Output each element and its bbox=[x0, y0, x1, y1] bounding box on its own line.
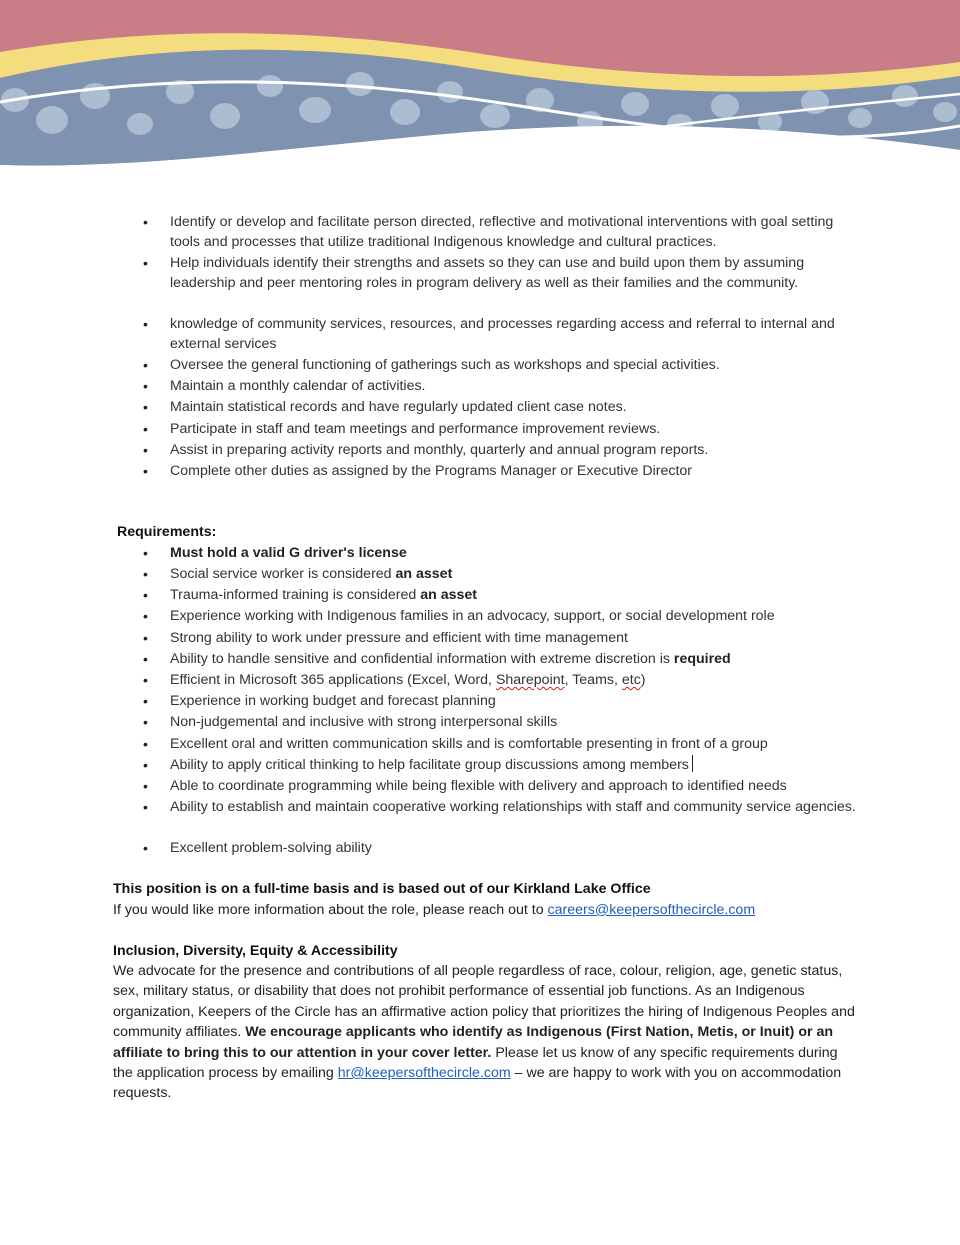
requirement-item bbox=[170, 585, 860, 605]
requirement-text: Social service worker is considered bbox=[170, 566, 396, 582]
requirement-text: ) bbox=[640, 672, 646, 688]
requirement-text: Efficient in Microsoft 365 applications (Excel, Word, bbox=[170, 672, 496, 688]
requirement-item bbox=[170, 564, 860, 584]
requirement-item: • Experience working with Indigenous families in an advocacy, support, or social development role bbox=[170, 606, 860, 626]
inclusion-heading: Inclusion, Diversity, Equity & Accessibility bbox=[113, 943, 398, 959]
inclusion-text: Please let us know of any specific requirements during the application process by emailing bbox=[113, 1044, 838, 1082]
requirement-item bbox=[170, 755, 860, 775]
requirement-item: • Able to coordinate programming while being flexible with delivery and approach to identified needs bbox=[170, 776, 860, 796]
header-banner-graphic bbox=[0, 0, 960, 170]
requirement-item bbox=[170, 649, 860, 669]
duty-item: • Assist in preparing activity reports and monthly, quarterly and annual program reports. bbox=[170, 440, 860, 460]
duty-item: • Complete other duties as assigned by the Programs Manager or Executive Director bbox=[170, 461, 860, 481]
requirement-emphasis: an asset bbox=[395, 566, 453, 582]
requirement-text: Ability to handle sensitive and confidential information with extreme discretion is bbox=[170, 651, 674, 667]
requirement-emphasis: an asset bbox=[420, 587, 478, 603]
inclusion-emphasis: We encourage applicants who identify as Indigenous (First Nation, Metis, or Inuit) or an affiliate to bring this to our attention in your cover letter. bbox=[113, 1024, 834, 1061]
duty-item: • Help individuals identify their strengths and assets so they can use and build upon them by assuming leadership and peer mentoring roles in program delivery as well as their families and the community. bbox=[170, 253, 860, 293]
requirement-item: • Ability to establish and maintain cooperative working relationships with staff and community service agencies. bbox=[170, 797, 860, 817]
duty-item: • Maintain statistical records and have regularly updated client case notes. bbox=[170, 397, 860, 417]
requirement-item bbox=[170, 543, 860, 563]
careers-email-link[interactable]: careers@keepersofthecircle.com bbox=[547, 902, 756, 918]
duty-item: • Participate in staff and team meetings and performance improvement reviews. bbox=[170, 419, 860, 439]
duty-item: • Maintain a monthly calendar of activities. bbox=[170, 376, 860, 396]
duty-item: • knowledge of community services, resources, and processes regarding access and referral to internal and external services bbox=[170, 314, 860, 354]
inclusion-text: We advocate for the presence and contributions of all people regardless of race, colour, religion, age, genetic status, sex, military status, or disability that does not prohibit performance of essential job functions. As an Indigenous organization, Keepers of the Circle has an affirmative action policy that prioritizes the hiring of Indigenous Peoples and community affiliates. bbox=[113, 963, 855, 1041]
spellcheck-flag: Sharepoint bbox=[495, 672, 565, 688]
contact-line bbox=[113, 900, 858, 920]
requirements-heading: Requirements: bbox=[117, 524, 217, 540]
requirement-item: • Non-judgemental and inclusive with strong interpersonal skills bbox=[170, 712, 860, 732]
duty-item: • Oversee the general functioning of gatherings such as workshops and special activities. bbox=[170, 355, 860, 375]
position-statement: This position is on a full-time basis and is based out of our Kirkland Lake Office bbox=[113, 881, 651, 897]
requirement-text: Trauma-informed training is considered bbox=[170, 587, 421, 603]
requirement-item bbox=[170, 670, 860, 690]
requirement-item: • Experience in working budget and forecast planning bbox=[170, 691, 860, 711]
requirement-emphasis: required bbox=[673, 651, 731, 667]
contact-text: If you would like more information about the role, please reach out to bbox=[113, 902, 548, 918]
requirement-item: • Strong ability to work under pressure and efficient with time management bbox=[170, 628, 860, 648]
requirement-text: , Teams, bbox=[564, 672, 622, 688]
requirement-text: Ability to apply critical thinking to help facilitate group discussions among members bbox=[170, 757, 689, 773]
requirement-item: • Excellent problem-solving ability bbox=[170, 838, 860, 858]
hr-email-link[interactable]: hr@keepersofthecircle.com bbox=[337, 1065, 511, 1082]
duty-item: • Identify or develop and facilitate person directed, reflective and motivational interventions with goal setting tools and processes that utilize traditional Indigenous knowledge and cultural practices. bbox=[170, 212, 860, 252]
inclusion-text: – we are happy to work with you on accommodation requests. bbox=[113, 1065, 842, 1102]
text-cursor bbox=[692, 755, 693, 772]
spellcheck-flag: etc bbox=[621, 672, 641, 688]
requirement-item: • Excellent oral and written communication skills and is comfortable presenting in front of a group bbox=[170, 734, 860, 754]
requirement-text: Must hold a valid G driver's license bbox=[170, 545, 407, 561]
inclusion-paragraph bbox=[113, 961, 858, 1104]
